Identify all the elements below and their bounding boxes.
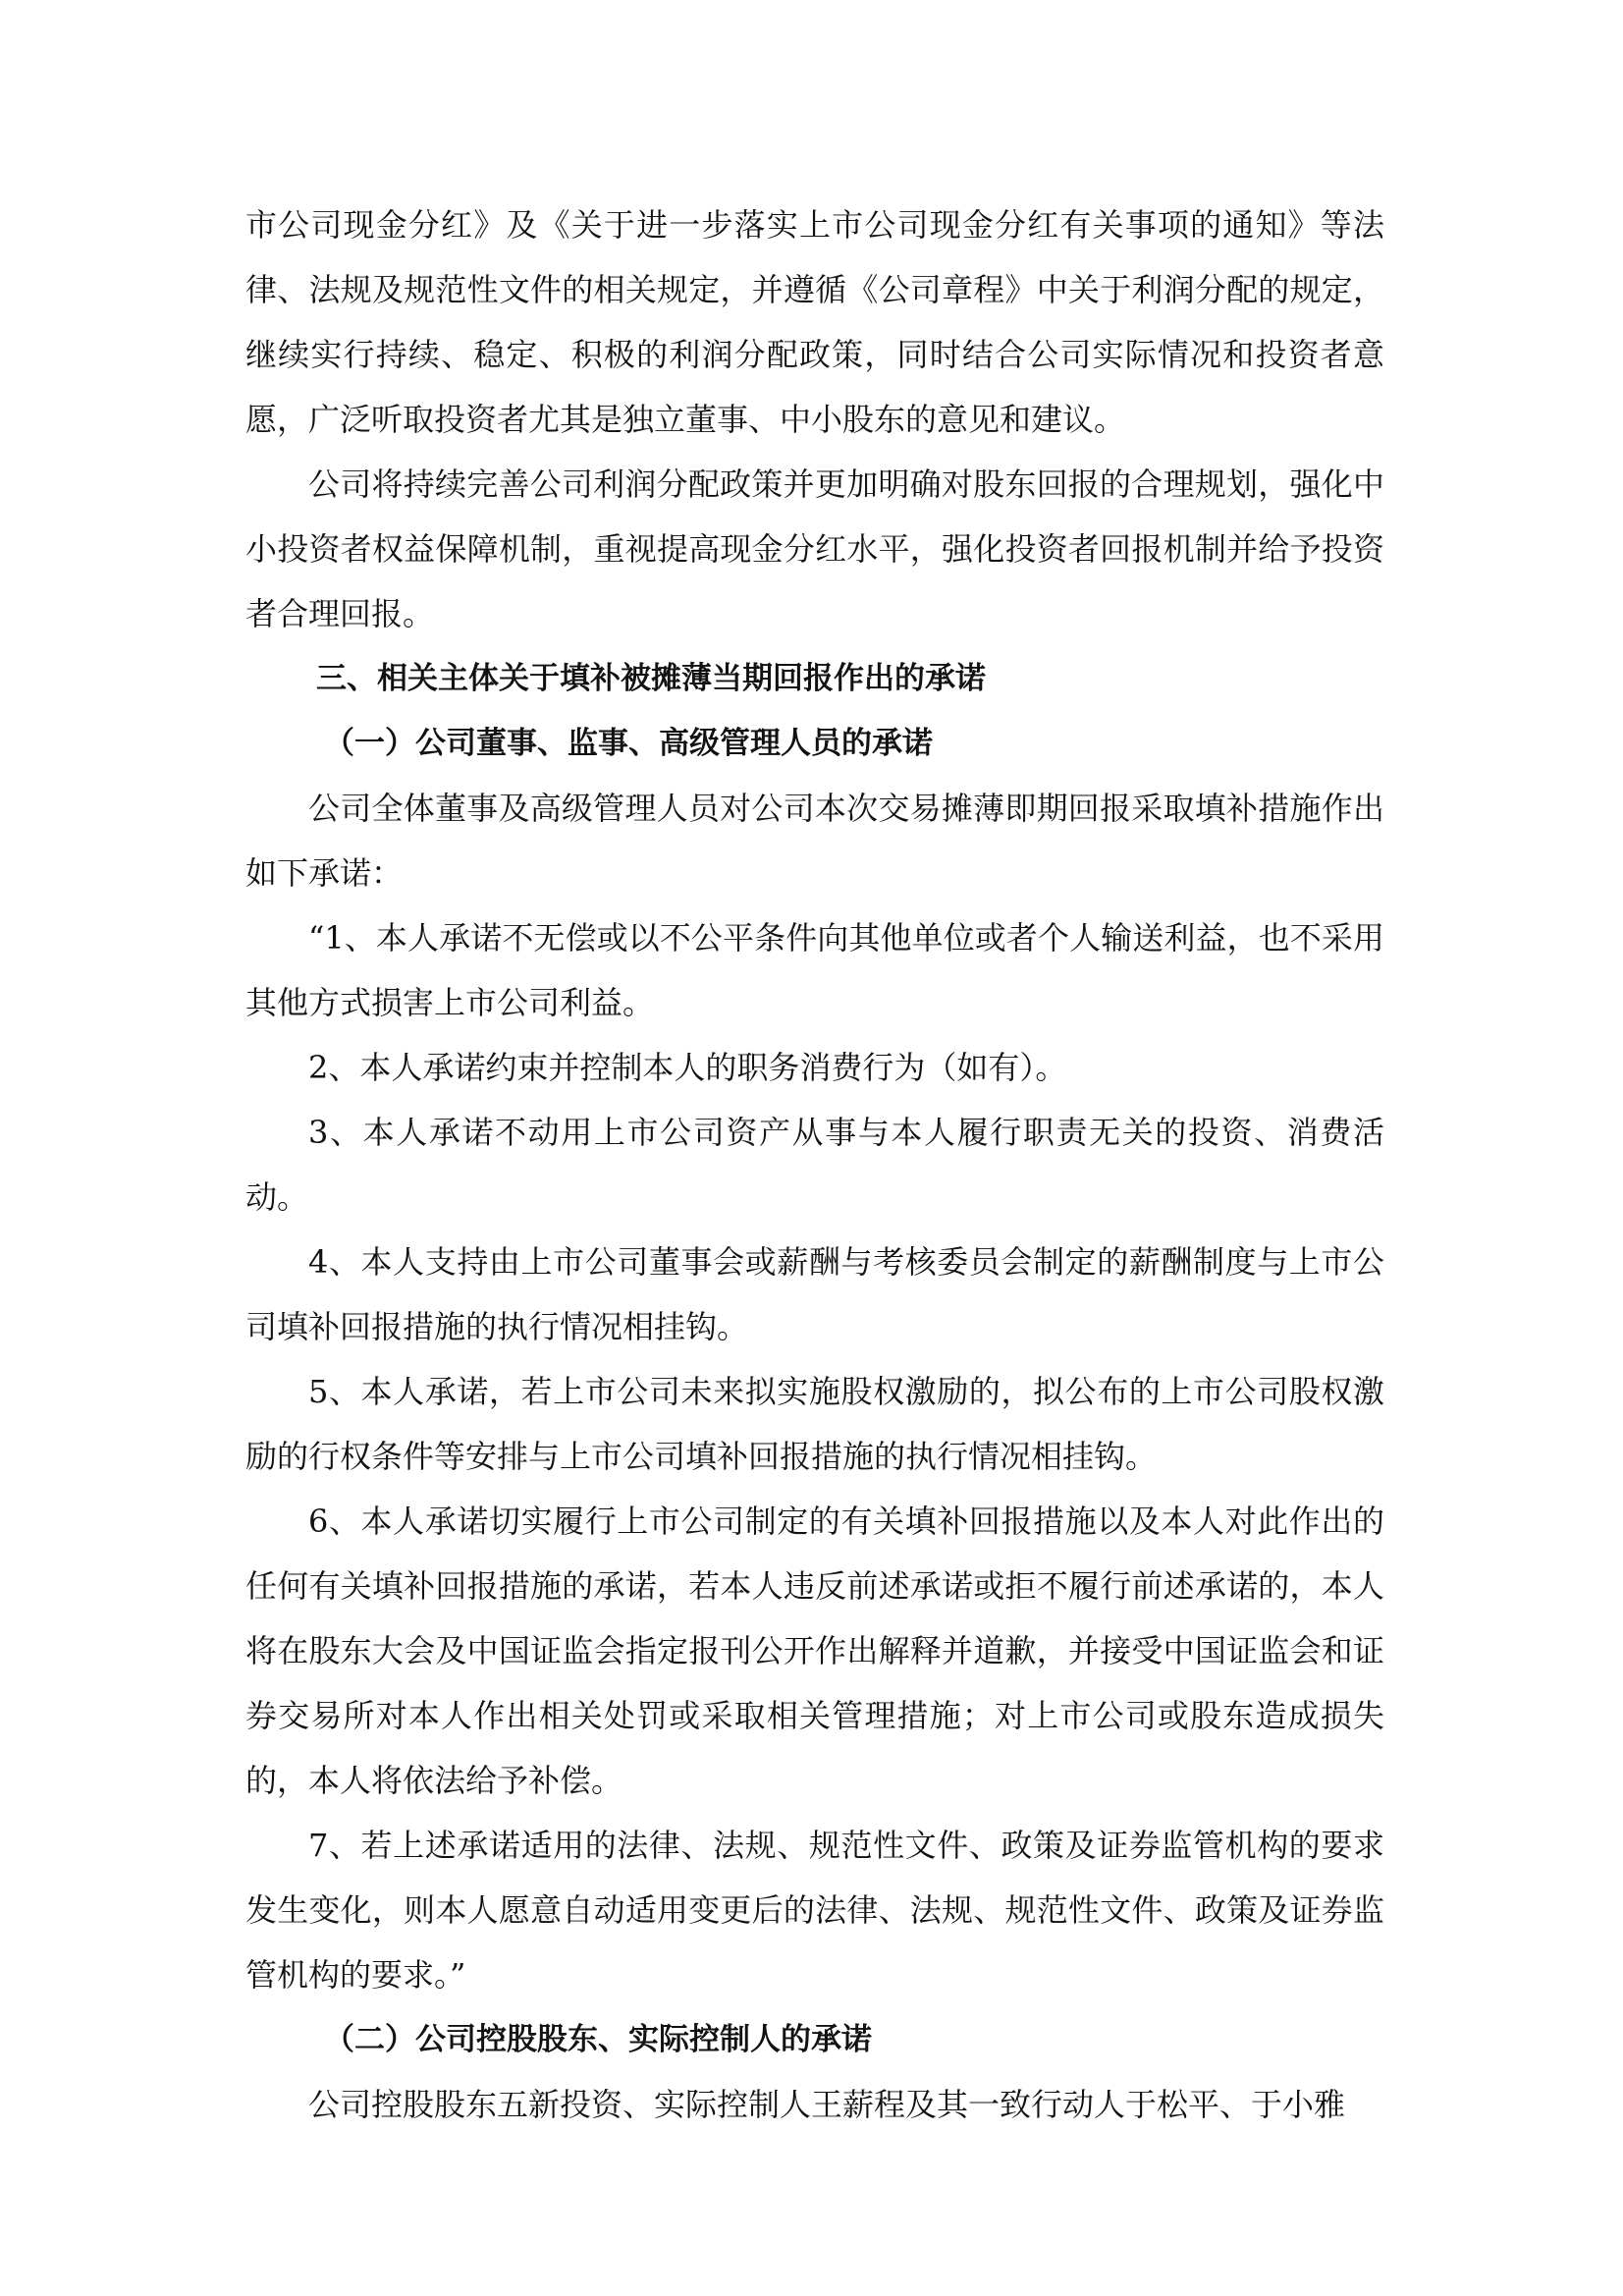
section-heading-commitments: 三、相关主体关于填补被摊薄当期回报作出的承诺 [316, 661, 986, 696]
paragraph-directors-intro: 公司全体董事及高级管理人员对公司本次交易摊薄即期回报采取填补措施作出如下承诺： [245, 790, 1384, 892]
subsection-heading-controlling-shareholder: （二）公司控股股东、实际控制人的承诺 [324, 2022, 872, 2057]
commitment-item-5: 5、本人承诺，若上市公司未来拟实施股权激励的，拟公布的上市公司股权激励的行权条件等安排与上市公司填补回报措施的执行情况相挂钩。 [245, 1373, 1384, 1475]
subsection-heading-directors: （一）公司董事、监事、高级管理人员的承诺 [324, 726, 933, 761]
commitment-item-1: “1、本人承诺不无偿或以不公平条件向其他单位或者个人输送利益，也不采用其他方式损害上市公司利益。 [245, 919, 1384, 1021]
paragraph-dividend-policy: 市公司现金分红》及《关于进一步落实上市公司现金分红有关事项的通知》等法律、法规及规范性文件的相关规定，并遵循《公司章程》中关于利润分配的规定，继续实行持续、稳定、积极的利润分配政策，同时结合公司实际情况和投资者意愿，广泛听取投资者尤其是独立董事、中小股东的意见和建议。 [245, 206, 1384, 438]
commitment-item-4: 4、本人支持由上市公司董事会或薪酬与考核委员会制定的薪酬制度与上市公司填补回报措施的执行情况相挂钩。 [245, 1243, 1384, 1345]
commitment-item-2: 2、本人承诺约束并控制本人的职务消费行为（如有）。 [308, 1049, 1067, 1086]
paragraph-controlling-shareholder: 公司控股股东五新投资、实际控制人王薪程及其一致行动人于松平、于小雅 [308, 2086, 1346, 2123]
commitment-item-3: 3、本人承诺不动用上市公司资产从事与本人履行职责无关的投资、消费活动。 [245, 1114, 1384, 1216]
document-page [245, 192, 1384, 2137]
commitment-item-6: 6、本人承诺切实履行上市公司制定的有关填补回报措施以及本人对此作出的任何有关填补回报措施的承诺，若本人违反前述承诺或拒不履行前述承诺的，本人将在股东大会及中国证监会指定报刊公开作出解释并道歉，并接受中国证监会和证券交易所对本人作出相关处罚或采取相关管理措施；对上市公司或股东造成损失的，本人将依法给予补偿。 [245, 1503, 1384, 1799]
commitment-item-7: 7、若上述承诺适用的法律、法规、规范性文件、政策及证券监管机构的要求发生变化，则本人愿意自动适用变更后的法律、法规、规范性文件、政策及证券监管机构的要求。” [245, 1827, 1384, 1994]
paragraph-profit-distribution: 公司将持续完善公司利润分配政策并更加明确对股东回报的合理规划，强化中小投资者权益保障机制，重视提高现金分红水平，强化投资者回报机制并给予投资者合理回报。 [245, 465, 1384, 632]
